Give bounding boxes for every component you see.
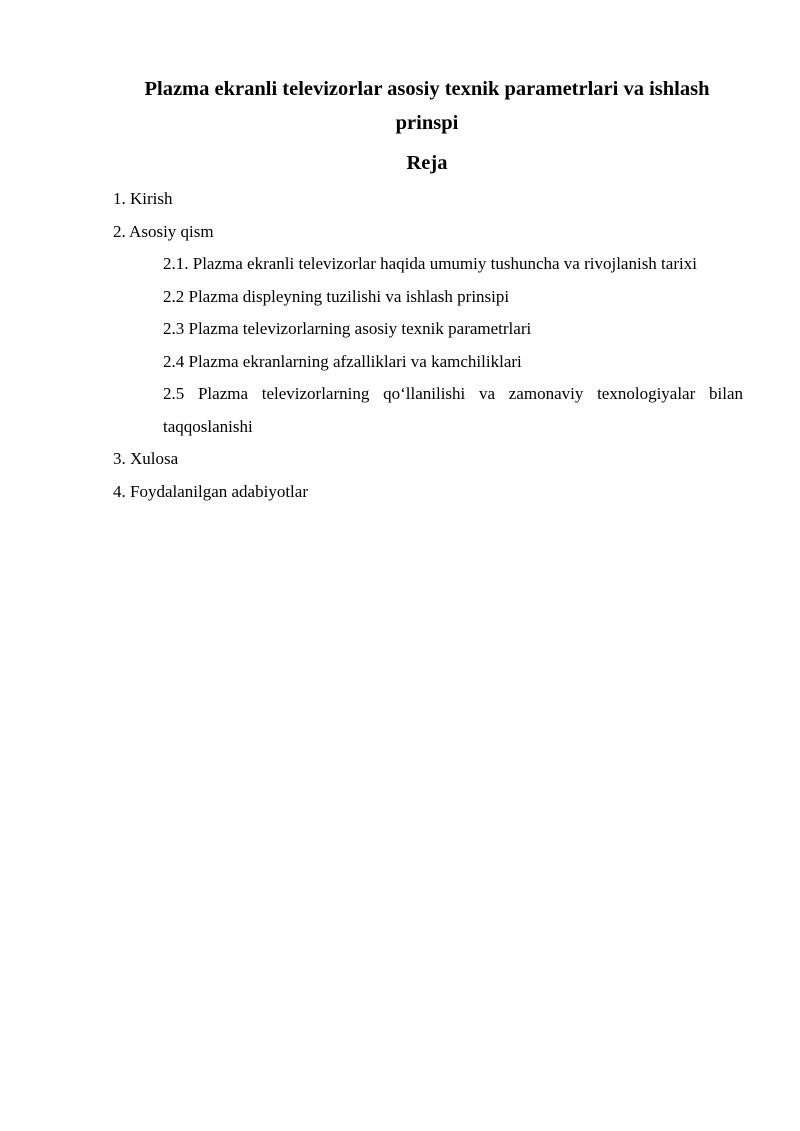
plan-item-references: 4. Foydalanilgan adabiyotlar <box>113 481 308 501</box>
document-title: Plazma ekranli televizorlar asosiy texnik parametrlari va ishlash prinspi <box>144 78 710 134</box>
plan-subitem-2-1: 2.1. Plazma ekranli televizorlar haqida umumiy tushuncha va rivojlanish tarixi <box>163 254 697 273</box>
plan-subitem-2-4: 2.4 Plazma ekranlarning afzalliklari va kamchiliklari <box>163 351 522 371</box>
plan-sublist <box>113 248 743 443</box>
plan-subitem-2-3: 2.3 Plazma televizorlarning asosiy texnik parametrlari <box>163 319 532 338</box>
plan-item-conclusion: 3. Xulosa <box>113 449 179 468</box>
plan-item-main-section <box>113 216 743 444</box>
plan-list <box>113 183 743 508</box>
plan-item-main-label: 2. Asosiy qism <box>113 221 214 241</box>
plan-subitem-2-5: 2.5 Plazma televizorlarning qo‘llanilishi va zamonaviy texnologiyalar bilan taqqoslanishi <box>163 384 743 436</box>
plan-item-intro: 1. Kirish <box>113 189 173 208</box>
plan-subitem-2-2: 2.2 Plazma displeyning tuzilishi va ishlash prinsipi <box>163 286 510 306</box>
plan-heading: Reja <box>406 152 448 174</box>
